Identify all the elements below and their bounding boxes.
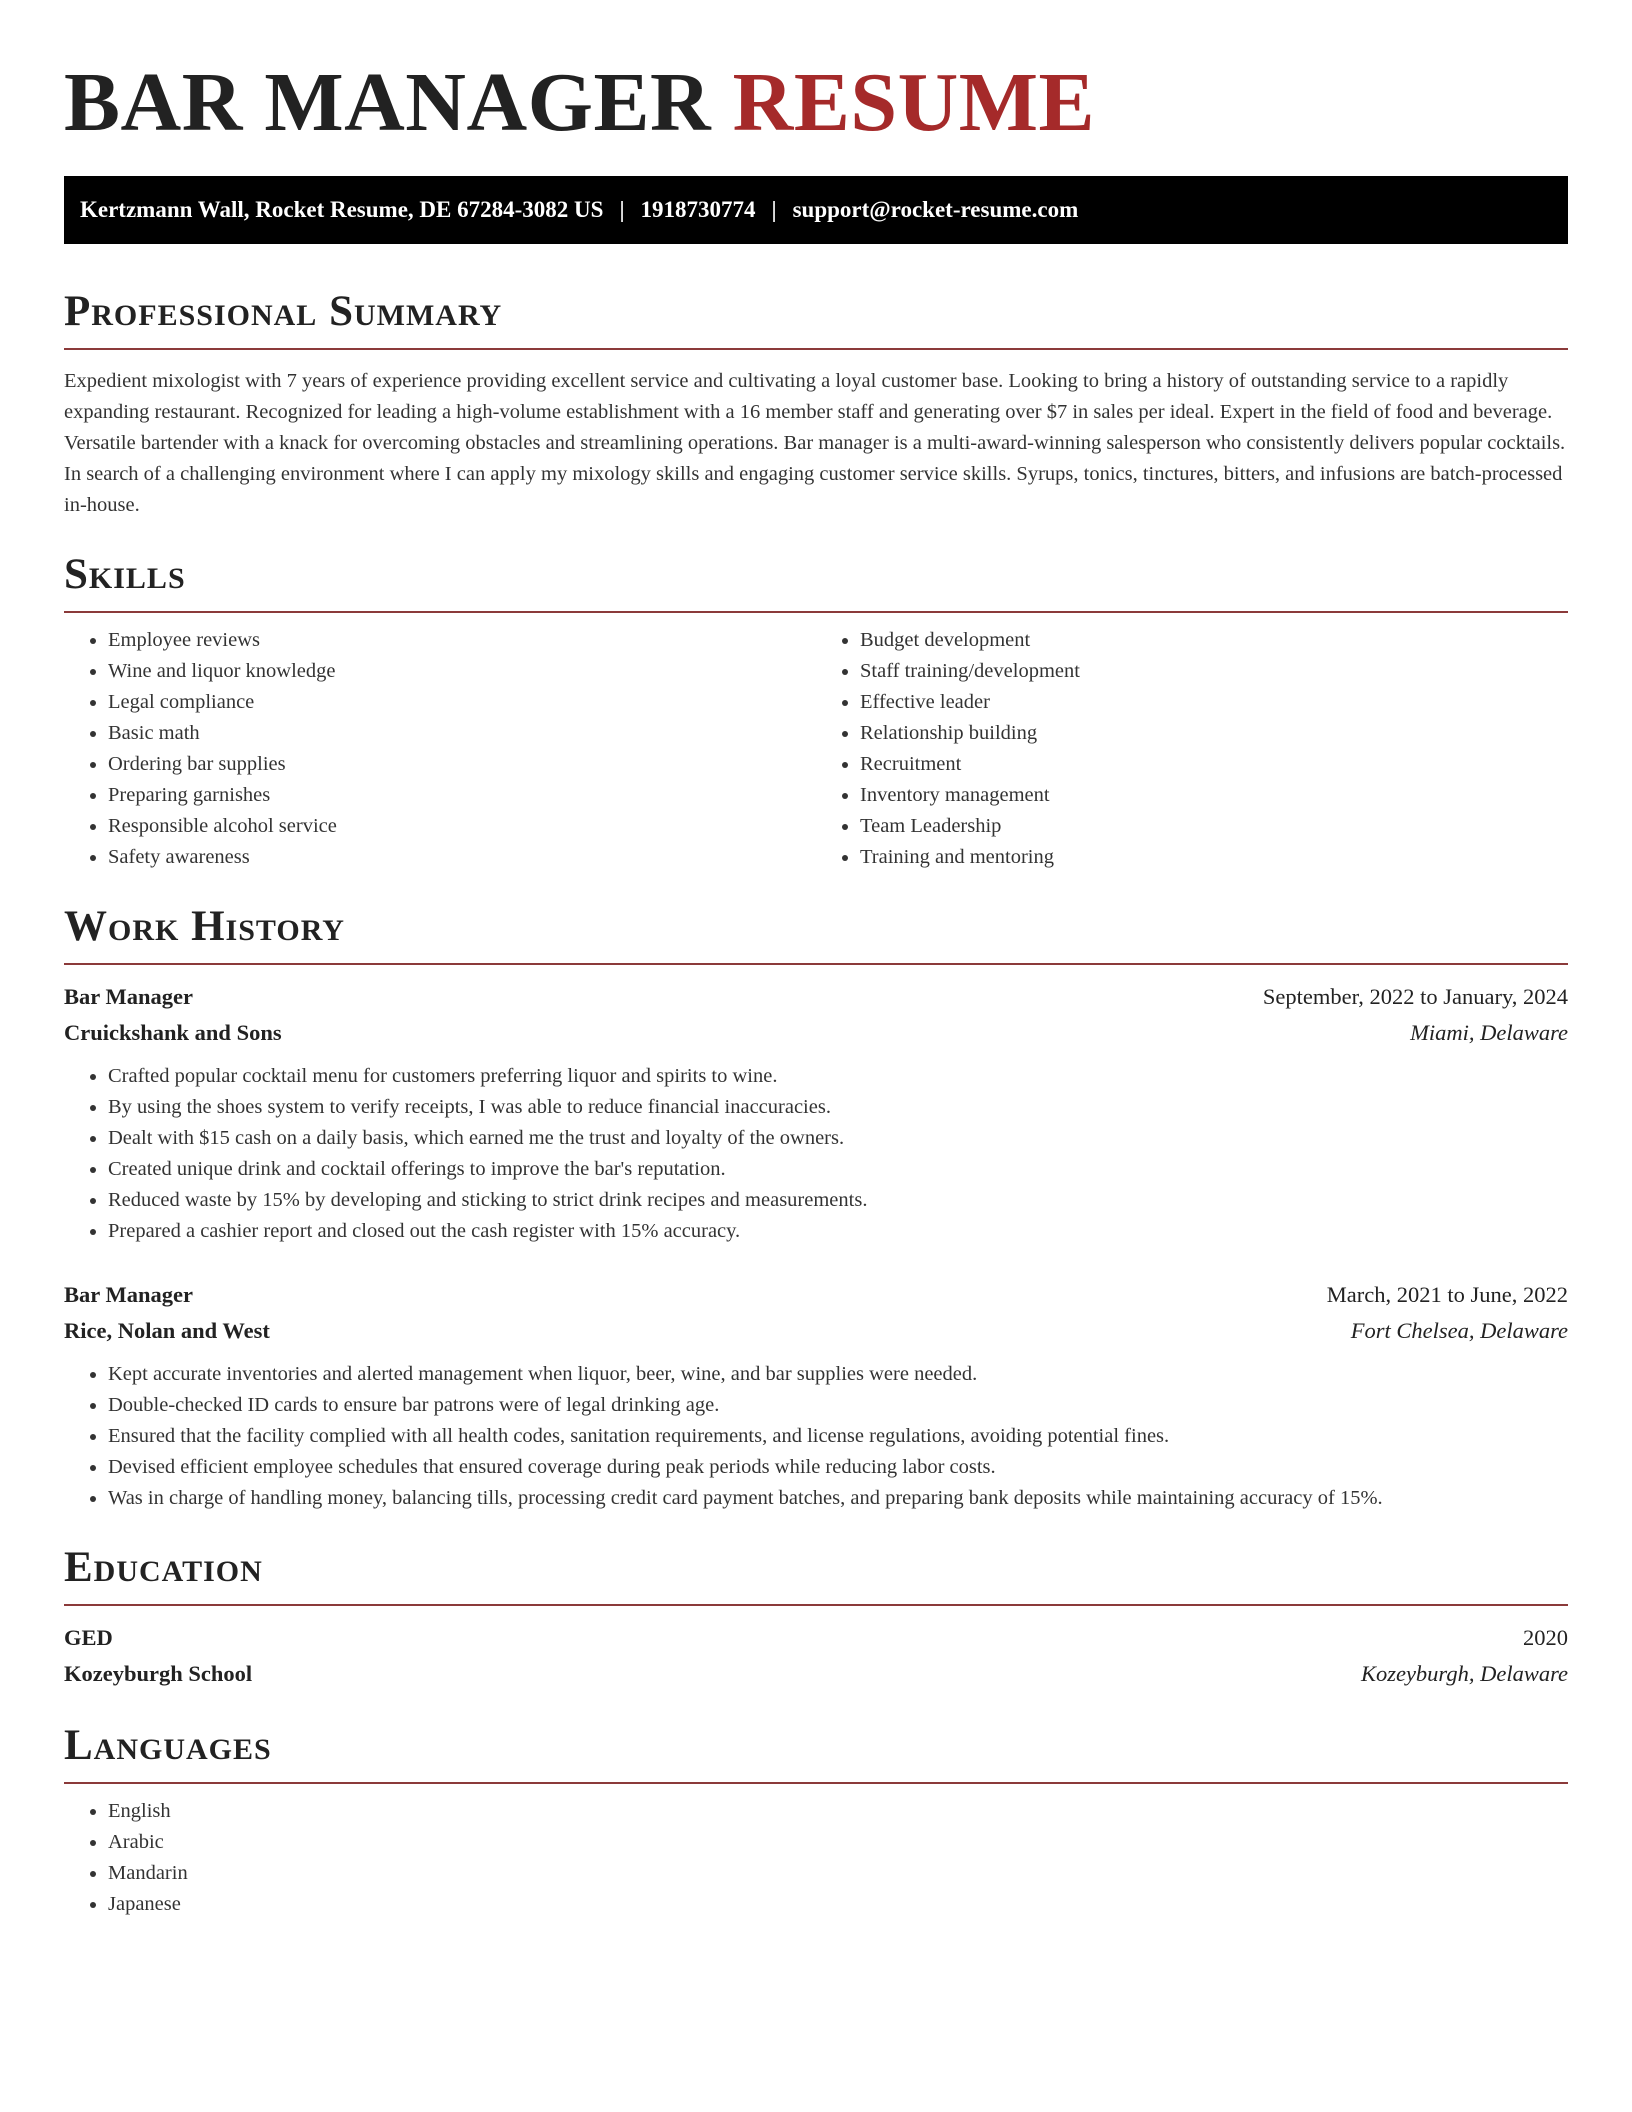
summary-text: Expedient mixologist with 7 years of experience providing excellent service and cultivating a loyal customer base. Looking to bring a history of outstanding service to a rapidly expanding restaurant. Recognized for leading a high-volume establishment with a 16 member staff and generating over $7 in sales per ideal. Expert in the field of food and beverage. Versatile bartender with a knack for overcoming obstacles and streamlining operations. Bar manager is a multi-award-winning salesperson who consistently delivers popular cocktails. In search of a challenging environment where I can apply my mixology skills and engaging customer service skills. Syrups, tonics, tinctures, bitters, and infusions are batch-processed in-house. <box>64 370 1566 516</box>
job-company-row <box>64 1313 1568 1349</box>
skill-item: • Effective leader <box>860 687 1568 718</box>
job-bullet: • Ensured that the facility complied with all health codes, sanitation requirements, and license regulations, avoiding potential fines. <box>108 1421 1568 1452</box>
job-entry <box>64 1277 1568 1514</box>
job-dates: September, 2022 to January, 2024 <box>1262 984 1568 1009</box>
skill-item: • Training and mentoring <box>860 842 1568 873</box>
skill-item: • Team Leadership <box>860 811 1568 842</box>
job-dates: March, 2021 to June, 2022 <box>1326 1282 1568 1307</box>
job-bullet: • Crafted popular cocktail menu for customers preferring liquor and spirits to wine. <box>108 1061 1568 1092</box>
job-bullet: • Dealt with $15 cash on a daily basis, which earned me the trust and loyalty of the owners. <box>108 1123 1568 1154</box>
skill-item: • Preparing garnishes <box>108 780 816 811</box>
language-item: • English <box>108 1796 1568 1827</box>
section-divider <box>64 348 1568 350</box>
education-location: Kozeyburgh, Delaware <box>1360 1661 1568 1686</box>
title-accent: RESUME <box>732 56 1096 149</box>
section-divider <box>64 1782 1568 1784</box>
contact-separator: | <box>619 197 625 222</box>
job-title: Bar Manager <box>64 984 193 1009</box>
job-bullet: • Devised efficient employee schedules that ensured coverage during peak periods while reducing labor costs. <box>108 1452 1568 1483</box>
job-bullets <box>64 1061 1568 1247</box>
education-entry <box>64 1620 1568 1692</box>
education-year: 2020 <box>1523 1625 1568 1650</box>
education-section <box>64 1544 1568 1692</box>
skill-item: • Ordering bar supplies <box>108 749 816 780</box>
skill-item: • Staff training/development <box>860 656 1568 687</box>
job-title: Bar Manager <box>64 1282 193 1307</box>
job-bullet: • Double-checked ID cards to ensure bar patrons were of legal drinking age. <box>108 1390 1568 1421</box>
skills-list-right <box>816 625 1568 873</box>
job-bullet: • Reduced waste by 15% by developing and sticking to strict drink recipes and measurements. <box>108 1185 1568 1216</box>
contact-phone: 1918730774 <box>640 197 756 222</box>
resume-title <box>64 58 1568 148</box>
contact-address: Kertzmann Wall, Rocket Resume, DE 67284-3082 US <box>80 197 604 222</box>
section-heading: Languages <box>64 1722 272 1769</box>
skill-item: • Relationship building <box>860 718 1568 749</box>
language-item: • Japanese <box>108 1889 1568 1920</box>
job-bullet: • By using the shoes system to verify receipts, I was able to reduce financial inaccuracies. <box>108 1092 1568 1123</box>
section-heading: Work History <box>64 903 345 950</box>
skills-list-left <box>64 625 816 873</box>
skill-item: • Basic math <box>108 718 816 749</box>
skills-section <box>64 551 1568 873</box>
section-heading: Professional Summary <box>64 288 503 335</box>
title-main: BAR MANAGER <box>64 56 712 149</box>
section-heading: Education <box>64 1544 263 1591</box>
job-bullet: • Kept accurate inventories and alerted management when liquor, beer, wine, and bar supplies were needed. <box>108 1359 1568 1390</box>
skill-item: • Inventory management <box>860 780 1568 811</box>
job-entry <box>64 979 1568 1247</box>
section-divider <box>64 963 1568 965</box>
education-header-row <box>64 1620 1568 1656</box>
job-location: Miami, Delaware <box>1410 1020 1568 1045</box>
job-header-row <box>64 979 1568 1015</box>
section-heading: Skills <box>64 551 186 598</box>
job-header-row <box>64 1277 1568 1313</box>
job-bullets <box>64 1359 1568 1514</box>
language-item: • Mandarin <box>108 1858 1568 1889</box>
summary-section <box>64 288 1568 521</box>
contact-separator: | <box>771 197 777 222</box>
languages-section <box>64 1722 1568 1920</box>
contact-bar <box>64 176 1568 244</box>
skill-item: • Employee reviews <box>108 625 816 656</box>
education-school-row <box>64 1656 1568 1692</box>
work-history-section <box>64 903 1568 1514</box>
skill-item: • Recruitment <box>860 749 1568 780</box>
job-location: Fort Chelsea, Delaware <box>1350 1318 1568 1343</box>
section-divider <box>64 1604 1568 1606</box>
language-item: • Arabic <box>108 1827 1568 1858</box>
skill-item: • Legal compliance <box>108 687 816 718</box>
job-bullet: • Created unique drink and cocktail offerings to improve the bar's reputation. <box>108 1154 1568 1185</box>
job-bullet: • Was in charge of handling money, balancing tills, processing credit card payment batches, and preparing bank deposits while maintaining accuracy of 15%. <box>108 1483 1568 1514</box>
education-school: Kozeyburgh School <box>64 1661 253 1686</box>
job-company-row <box>64 1015 1568 1051</box>
skill-item: • Budget development <box>860 625 1568 656</box>
skill-item: • Wine and liquor knowledge <box>108 656 816 687</box>
job-bullet: • Prepared a cashier report and closed out the cash register with 15% accuracy. <box>108 1216 1568 1247</box>
skill-item: • Responsible alcohol service <box>108 811 816 842</box>
job-company: Rice, Nolan and West <box>64 1318 270 1343</box>
contact-email: support@rocket-resume.com <box>792 197 1079 222</box>
skill-item: • Safety awareness <box>108 842 816 873</box>
languages-list <box>64 1796 1568 1920</box>
job-company: Cruickshank and Sons <box>64 1020 282 1045</box>
skills-columns <box>64 613 1568 873</box>
education-degree: GED <box>64 1625 113 1650</box>
